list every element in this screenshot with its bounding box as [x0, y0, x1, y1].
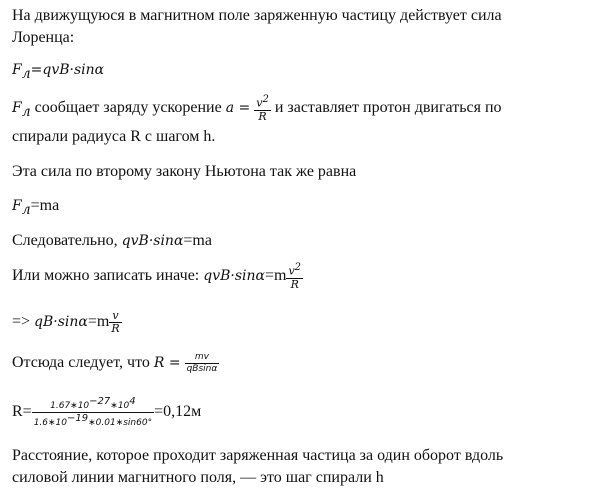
- paragraph-acceleration-line1: $F_л$ сообщает заряду ускорение a = $\frac{v^2}{R}$ и заставляет протон двигаться по: [12, 94, 502, 123]
- fraction-v2-over-R-2: $\frac{v^2}{R}$: [288, 262, 302, 291]
- formula-force-ma: $F_л=ma$: [12, 197, 60, 219]
- fraction-v-over-R: $\frac{v}{R}$: [111, 309, 120, 335]
- paragraph-distance-line1: Расстояние, которое проходит заряженная частица за один оборот вдоль: [12, 447, 504, 464]
- paragraph-distance-line2: силовой линии магнитного поля, — это шаг спирали h: [12, 469, 384, 486]
- paragraph-radius: Отсюда следует, что R = $\frac{mv}{qBsin\alpha}$: [12, 352, 218, 374]
- fraction-v2-over-R: $\frac{v^2}{R}$: [256, 94, 269, 123]
- paragraph-therefore: Следовательно, qvB·sinα=ma: [12, 232, 212, 249]
- fraction-radius: $\frac{mv}{qBsin\alpha}$: [186, 352, 218, 374]
- paragraph-newton: Эта сила по второму закону Ньютона так же равна: [12, 163, 357, 180]
- paragraph-alternative: Или можно записать иначе: qvB·sinα=m $\frac{v^2}{R}$: [12, 262, 302, 291]
- fraction-numeric: $\frac{1.67∗10^{-27}∗10^4}{1.6∗10^{-19}∗0.01∗\sin 60^\circ}$: [33, 396, 153, 428]
- paragraph-intro-line2: Лоренца:: [12, 29, 75, 46]
- formula-lorentz-force: $F_л=qvB\cdot\sin\alpha$: [12, 62, 105, 83]
- paragraph-acceleration-line2: спирали радиуса R с шагом h.: [12, 128, 216, 145]
- paragraph-implies: => qB·sinα=m $\frac{v}{R}$: [12, 309, 120, 335]
- paragraph-intro-line1: На движущуюся в магнитном поле заряженную частицу действует сила: [12, 7, 502, 24]
- formula-radius-numeric: R= $\frac{1.67∗10^{-27}∗10^4}{1.6∗10^{-19}∗0.01∗\sin 60^\circ}$ =0,12м: [12, 396, 202, 428]
